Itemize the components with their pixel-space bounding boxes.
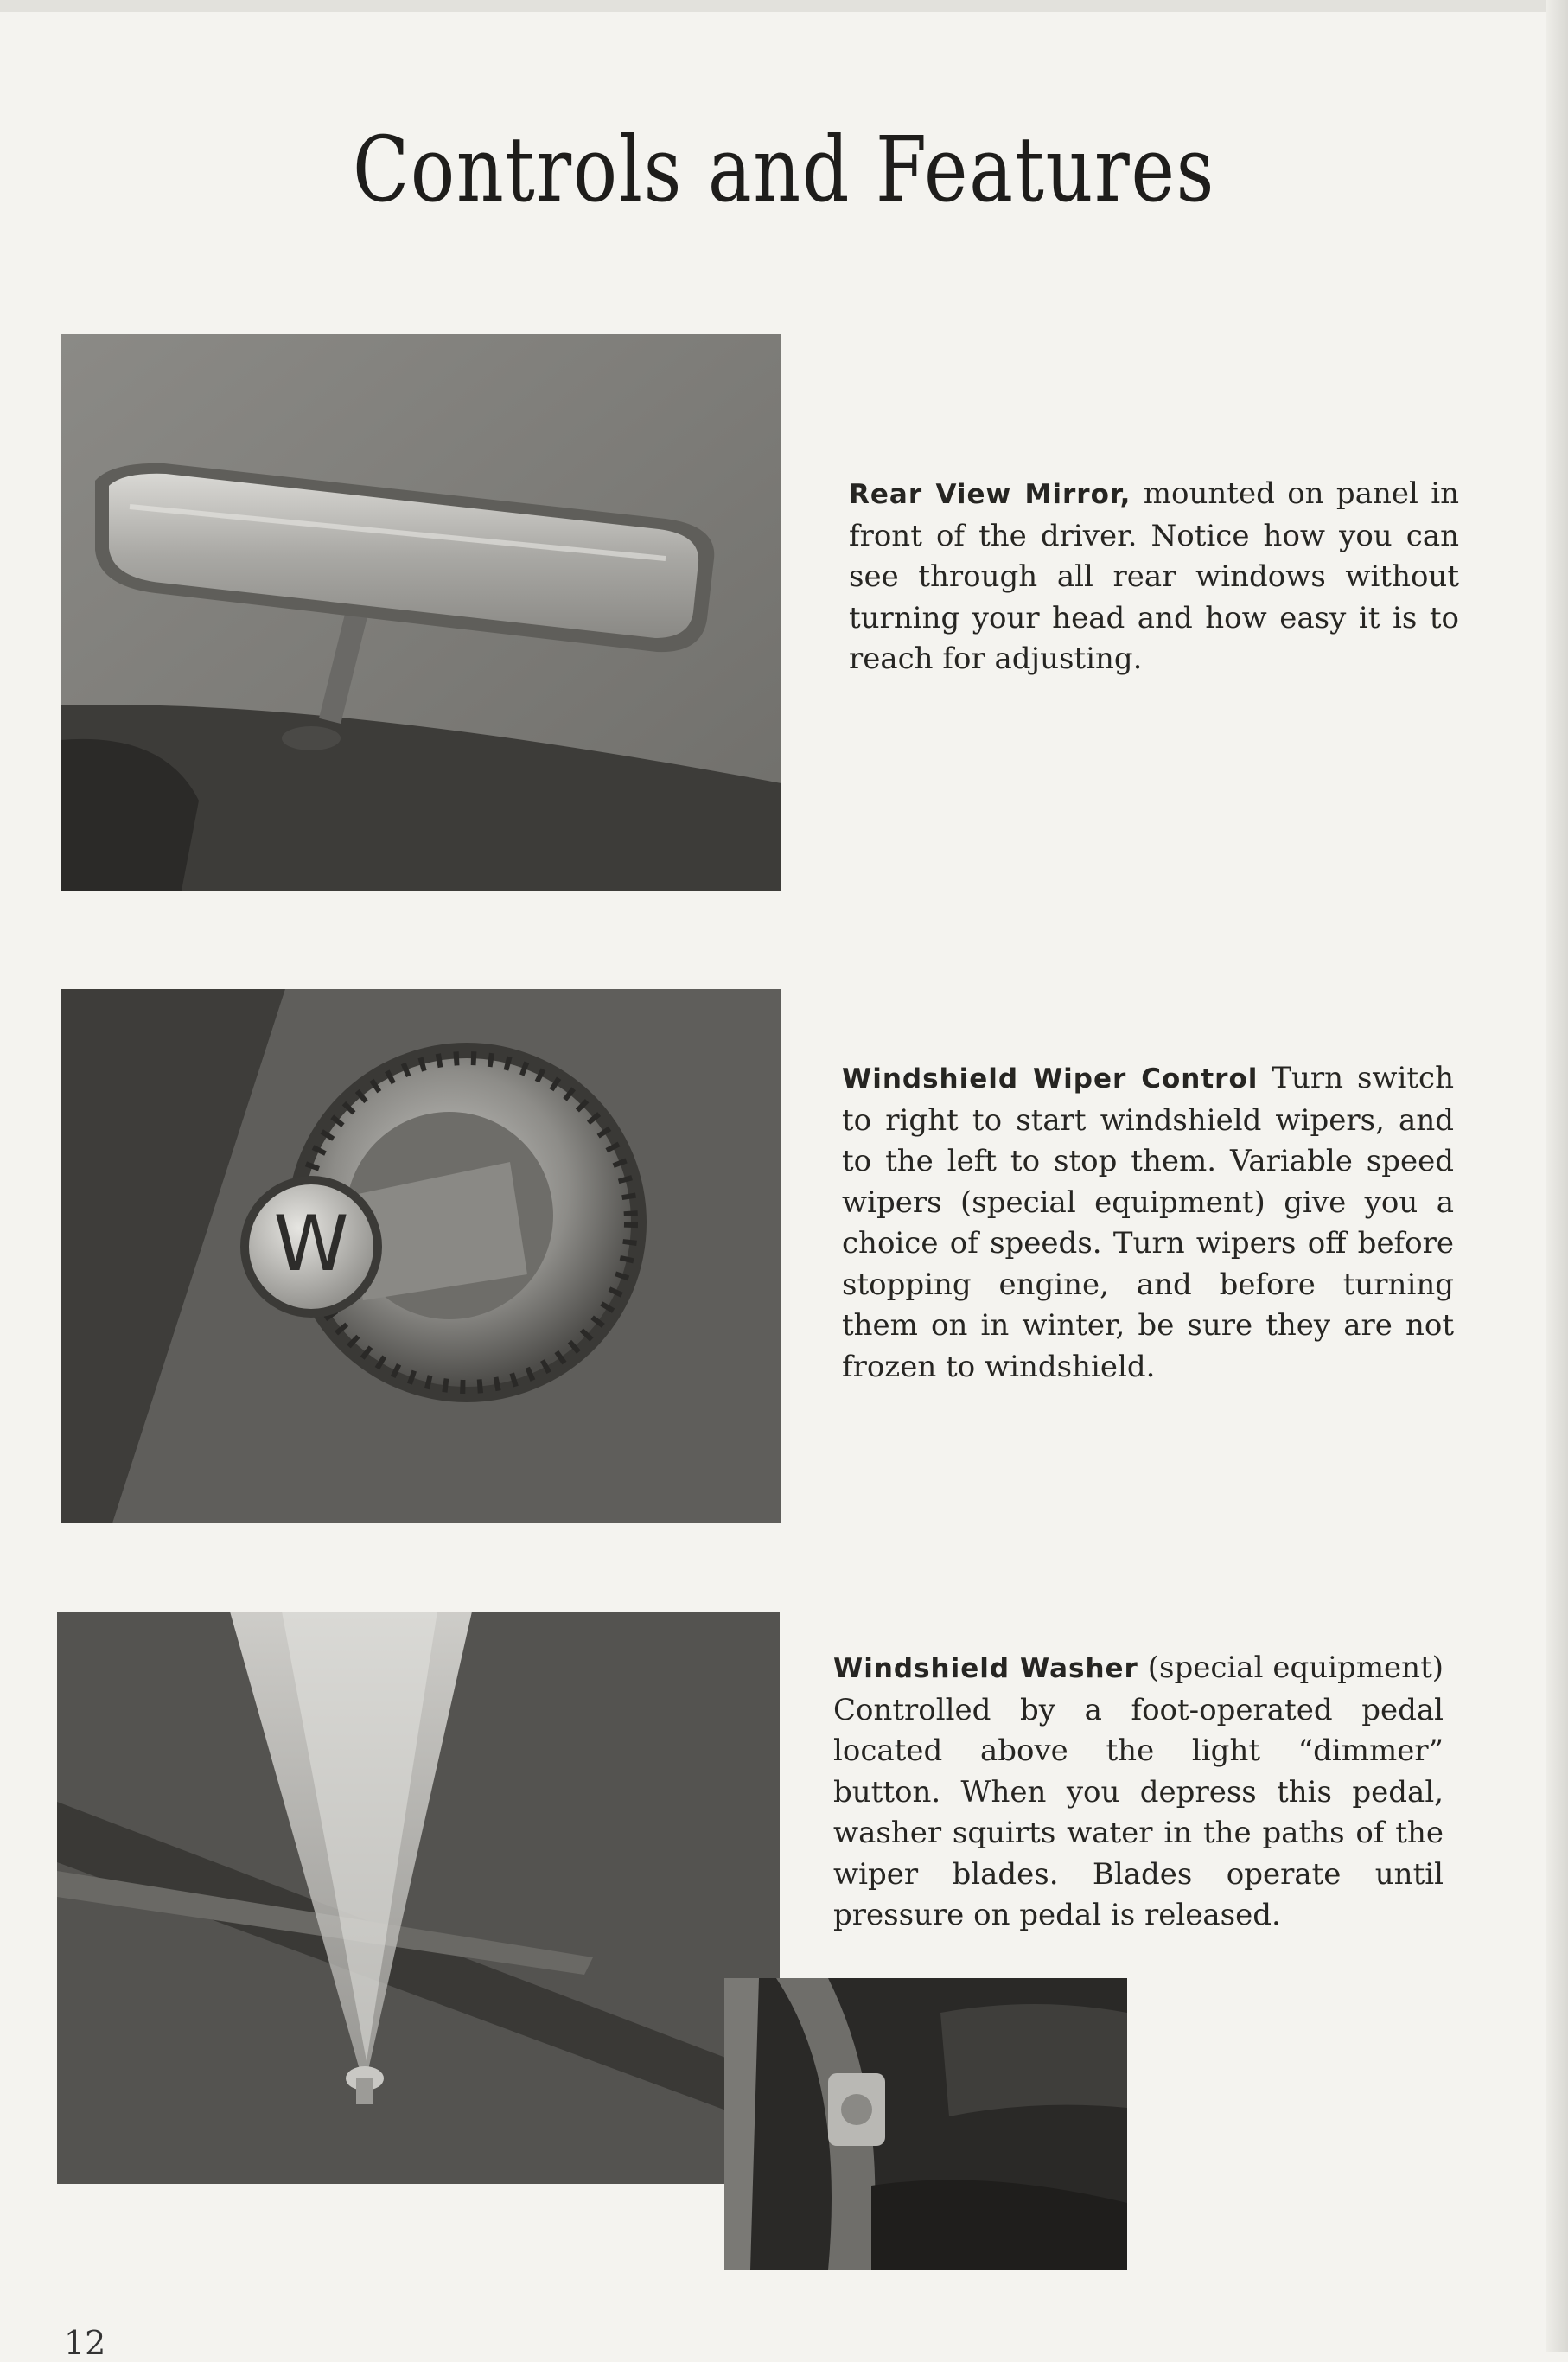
windshield-washer-caption — [833, 1648, 1444, 1937]
page-edge-top — [0, 0, 1568, 12]
caption-text: (special equipment) Controlled by a foot-operated pedal located above the light “dimmer” button. When you depress this pedal, washer squirts water in the paths of the wiper blades. Blades operate until pressure on pedal is released. — [833, 1650, 1444, 1932]
windshield-washer-pedal-photo — [724, 1978, 1127, 2270]
caption-lead: Rear View Mirror, — [849, 479, 1131, 510]
page-title: Controls and Features — [353, 117, 1215, 222]
caption-text: Turn switch to right to start windshield wipers, and to the left to stop them. Variable speed wipers (special equipment) give you a choice of speeds. Turn wipers off before stopping engine, and before turning them on in winter, be sure they are not frozen to windshield. — [842, 1061, 1454, 1384]
windshield-wiper-control-caption — [842, 1058, 1454, 1388]
page-number: 12 — [64, 2324, 106, 2362]
windshield-wiper-control-photo — [61, 989, 781, 1523]
caption-text: mounted on panel in front of the driver. Notice how you can see through all rear windows without turning your head and how easy it is to reach for adjusting. — [849, 476, 1460, 676]
caption-lead: Windshield Washer — [833, 1653, 1138, 1684]
page-edge-right — [1546, 0, 1568, 2352]
rear-view-mirror-photo — [61, 334, 781, 891]
wiper-knob-letter: W — [273, 1199, 349, 1288]
rear-view-mirror-caption — [849, 474, 1459, 680]
caption-lead: Windshield Wiper Control — [842, 1063, 1259, 1095]
windshield-washer-spray-photo — [57, 1612, 780, 2184]
